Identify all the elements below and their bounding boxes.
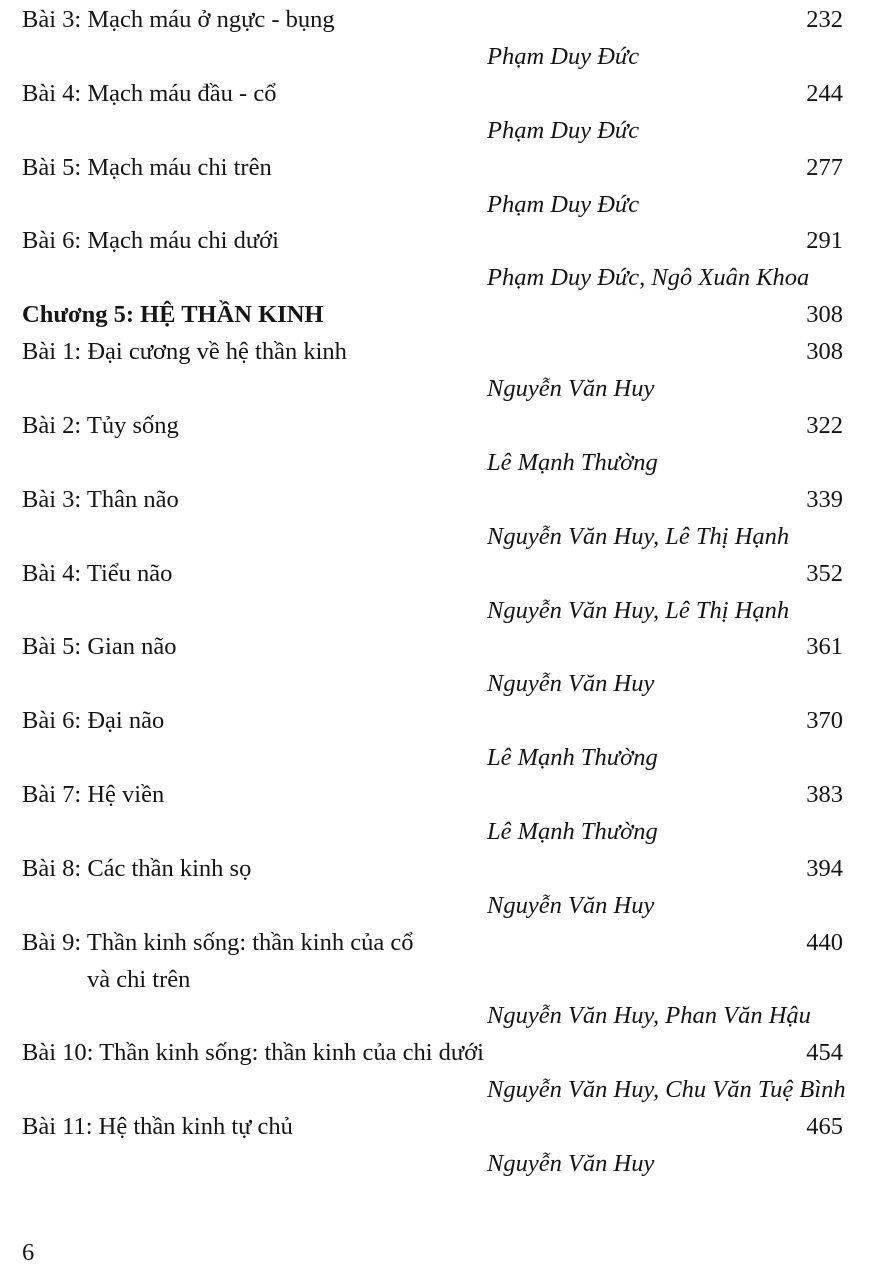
toc-list [22, 2, 846, 1183]
toc-entry-authors: Phạm Duy Đức [487, 190, 640, 218]
toc-entry-authors: Nguyễn Văn Huy [487, 1150, 655, 1178]
toc-entry-authors: Nguyễn Văn Huy [487, 670, 655, 698]
toc-entry-title: Bài 5: Mạch máu chi trên [22, 153, 272, 181]
toc-entry-title: Bài 9: Thần kinh sống: thần kinh của cổ [22, 928, 414, 956]
toc-entry-title: Bài 1: Đại cương về hệ thần kinh [22, 338, 347, 366]
toc-entry-page-number: 370 [806, 707, 843, 735]
toc-lesson-entry [22, 1035, 843, 1072]
toc-entry-title: Bài 2: Tủy sống [22, 411, 179, 439]
toc-entry-authors: Lê Mạnh Thường [487, 448, 658, 476]
toc-lesson-entry [22, 334, 843, 371]
toc-entry-title-continuation: và chi trên [87, 965, 191, 993]
toc-lesson-entry [22, 629, 843, 666]
toc-entry-page-number: 244 [806, 79, 843, 107]
toc-entry-authors: Phạm Duy Đức [487, 42, 640, 70]
toc-lesson-entry [22, 851, 843, 888]
toc-lesson-entry [22, 556, 843, 593]
toc-lesson-entry [22, 76, 843, 113]
toc-lesson-entry [22, 703, 843, 740]
toc-entry-page-number: 361 [806, 633, 843, 661]
toc-entry-title: Bài 10: Thần kinh sống: thần kinh của chi dưới [22, 1039, 484, 1067]
toc-entry-page-number: 352 [806, 559, 843, 587]
toc-lesson-entry [22, 1109, 843, 1146]
toc-entry-title: Bài 3: Thân não [22, 485, 179, 513]
toc-entry-title: Bài 6: Mạch máu chi dưới [22, 227, 279, 255]
toc-entry-page-number: 277 [806, 153, 843, 181]
toc-entry-authors: Lê Mạnh Thường [487, 744, 658, 772]
toc-entry-authors: Nguyễn Văn Huy, Phan Văn Hậu [487, 1002, 811, 1030]
toc-lesson-entry [22, 150, 843, 187]
toc-entry-authors: Nguyễn Văn Huy [487, 375, 655, 403]
toc-entry-page-number: 322 [806, 411, 843, 439]
toc-entry-title: Bài 4: Mạch máu đầu - cổ [22, 79, 277, 107]
toc-entry-authors: Phạm Duy Đức [487, 116, 640, 144]
toc-entry-page-number: 440 [806, 928, 843, 956]
toc-entry-page-number: 291 [806, 227, 843, 255]
toc-entry-page-number: 383 [806, 781, 843, 809]
toc-entry-title: Bài 7: Hệ viền [22, 781, 165, 809]
toc-entry-page-number: 339 [806, 485, 843, 513]
toc-entry-title: Bài 4: Tiểu não [22, 559, 173, 587]
toc-entry-authors: Nguyễn Văn Huy, Lê Thị Hạnh [487, 522, 790, 550]
toc-entry-page-number: 308 [806, 338, 843, 366]
toc-entry-page-number: 394 [806, 854, 843, 882]
toc-entry-title: Bài 8: Các thần kinh sọ [22, 854, 252, 882]
toc-entry-title: Bài 3: Mạch máu ở ngực - bụng [22, 6, 335, 33]
toc-entry-title: Bài 11: Hệ thần kinh tự chủ [22, 1113, 293, 1141]
toc-entry-page-number: 232 [806, 6, 843, 33]
toc-entry-authors: Nguyễn Văn Huy, Chu Văn Tuệ Bình [487, 1076, 846, 1104]
toc-lesson-entry [22, 482, 843, 519]
page-number-footer: 6 [22, 1239, 35, 1266]
toc-entry-authors: Nguyễn Văn Huy [487, 891, 655, 919]
toc-lesson-entry [22, 2, 843, 39]
toc-entry-title: Chương 5: HỆ THẦN KINH [22, 301, 324, 329]
toc-entry-authors: Nguyễn Văn Huy, Lê Thị Hạnh [487, 596, 790, 624]
toc-chapter-entry [22, 297, 843, 334]
toc-entry-authors: Phạm Duy Đức, Ngô Xuân Khoa [487, 264, 810, 292]
toc-entry-title: Bài 5: Gian não [22, 633, 177, 661]
toc-lesson-entry [22, 777, 843, 814]
toc-entry-title: Bài 6: Đại não [22, 707, 165, 735]
toc-entry-page-number: 308 [806, 301, 843, 329]
toc-lesson-entry [22, 925, 843, 962]
toc-entry-page-number: 454 [806, 1039, 843, 1067]
toc-entry-authors: Lê Mạnh Thường [487, 817, 658, 845]
toc-entry-page-number: 465 [806, 1113, 843, 1141]
toc-lesson-entry [22, 408, 843, 445]
toc-lesson-entry [22, 223, 843, 260]
